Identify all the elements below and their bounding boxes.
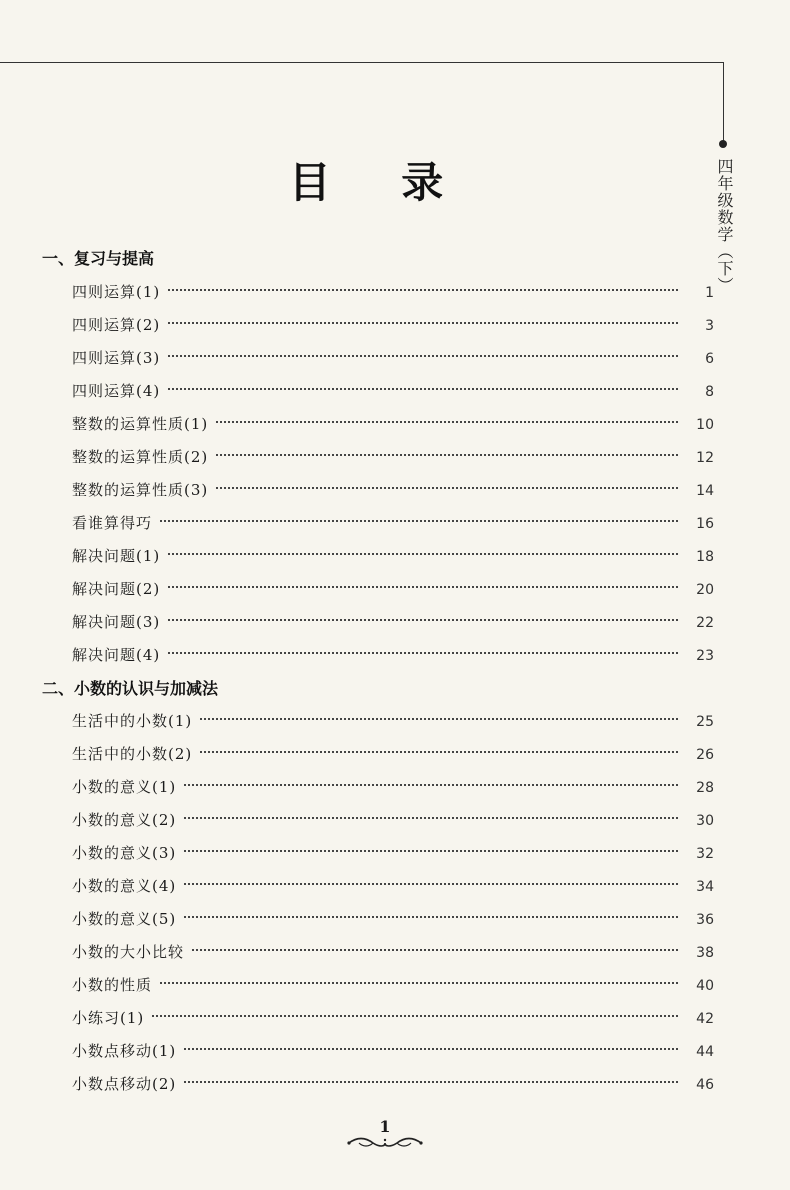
toc-entry-page: 40	[696, 978, 714, 994]
toc-section-heading: 二、小数的认识与加减法	[42, 679, 219, 698]
page-number: 1	[379, 1117, 391, 1136]
spine-label: 四年级数学（下）	[715, 158, 734, 294]
toc-entry-page: 36	[696, 912, 714, 928]
toc-entry[interactable]	[72, 610, 714, 634]
toc-entry[interactable]	[72, 709, 714, 733]
toc-entry-page: 10	[696, 417, 714, 433]
leader-dots	[168, 619, 678, 621]
toc-entry-page: 46	[696, 1077, 714, 1093]
leader-dots	[200, 718, 678, 720]
toc-entry-page: 25	[696, 714, 714, 730]
toc-entry[interactable]	[72, 511, 714, 535]
toc-entry[interactable]	[72, 973, 714, 997]
toc-entry-page: 18	[696, 549, 714, 565]
toc-entry-page: 30	[696, 813, 714, 829]
leader-dots	[184, 916, 678, 918]
toc-entry-label: 小数的意义(2)	[72, 811, 177, 829]
toc-entry-label: 四则运算(1)	[72, 283, 161, 301]
toc-entry[interactable]	[72, 841, 714, 865]
toc-entry-page: 20	[696, 582, 714, 598]
leader-dots	[168, 388, 678, 390]
leader-dots	[184, 1048, 678, 1050]
toc-entry-page: 3	[705, 318, 714, 334]
toc-entry-label: 整数的运算性质(1)	[72, 415, 209, 433]
leader-dots	[160, 520, 678, 522]
toc-entry-label: 小练习(1)	[72, 1009, 145, 1027]
toc-entry-label: 生活中的小数(2)	[72, 745, 193, 763]
toc-entry[interactable]	[72, 808, 714, 832]
toc-entry-page: 23	[696, 648, 714, 664]
page-footer	[335, 1118, 435, 1150]
leader-dots	[184, 1081, 678, 1083]
toc-entry[interactable]	[72, 346, 714, 370]
leader-dots	[192, 949, 678, 951]
toc-entry-label: 小数点移动(1)	[72, 1042, 177, 1060]
toc-entry-label: 小数的性质	[72, 976, 153, 994]
toc-entry-label: 整数的运算性质(3)	[72, 481, 209, 499]
toc-entry-page: 8	[705, 384, 714, 400]
toc-entry[interactable]	[72, 1072, 714, 1096]
leader-dots	[184, 784, 678, 786]
toc-entry-page: 38	[696, 945, 714, 961]
toc-entry-page: 1	[705, 285, 714, 301]
toc-entry-page: 6	[705, 351, 714, 367]
toc-entry-page: 16	[696, 516, 714, 532]
leader-dots	[216, 421, 678, 423]
toc-entry[interactable]	[72, 379, 714, 403]
toc-entry[interactable]	[72, 643, 714, 667]
leader-dots	[184, 883, 678, 885]
leader-dots	[168, 289, 678, 291]
toc-entry-label: 解决问题(4)	[72, 646, 161, 664]
leader-dots	[216, 454, 678, 456]
toc-entry[interactable]	[72, 577, 714, 601]
leader-dots	[168, 652, 678, 654]
ornament-flourish-icon	[345, 1136, 425, 1150]
toc-entry-page: 22	[696, 615, 714, 631]
toc-entry-page: 34	[696, 879, 714, 895]
leader-dots	[184, 817, 678, 819]
toc-entry-page: 26	[696, 747, 714, 763]
leader-dots	[152, 1015, 678, 1017]
toc-entry[interactable]	[72, 742, 714, 766]
toc-entry-label: 解决问题(3)	[72, 613, 161, 631]
toc-entry[interactable]	[72, 1006, 714, 1030]
toc-entry-page: 12	[696, 450, 714, 466]
toc-entry-label: 解决问题(2)	[72, 580, 161, 598]
toc-entry-page: 42	[696, 1011, 714, 1027]
toc-entry-label: 解决问题(1)	[72, 547, 161, 565]
toc-entry-label: 整数的运算性质(2)	[72, 448, 209, 466]
toc-entry[interactable]	[72, 874, 714, 898]
toc-entry-label: 生活中的小数(1)	[72, 712, 193, 730]
leader-dots	[168, 553, 678, 555]
toc-entry-page: 44	[696, 1044, 714, 1060]
toc-section-heading: 一、复习与提高	[42, 249, 155, 268]
toc-entry[interactable]	[72, 412, 714, 436]
toc-entry-label: 小数的大小比较	[72, 943, 185, 961]
leader-dots	[160, 982, 678, 984]
toc-entry[interactable]	[72, 907, 714, 931]
toc-entry-label: 看谁算得巧	[72, 514, 153, 532]
toc-entry[interactable]	[72, 544, 714, 568]
leader-dots	[168, 355, 678, 357]
toc-entry-page: 28	[696, 780, 714, 796]
leader-dots	[168, 586, 678, 588]
toc-entry[interactable]	[72, 280, 714, 304]
toc-entry[interactable]	[72, 445, 714, 469]
leader-dots	[200, 751, 678, 753]
toc-entry[interactable]	[72, 940, 714, 964]
toc-entry[interactable]	[72, 1039, 714, 1063]
toc-entry-label: 四则运算(3)	[72, 349, 161, 367]
leader-dots	[216, 487, 678, 489]
leader-dots	[184, 850, 678, 852]
toc-entry-page: 32	[696, 846, 714, 862]
toc-entry-label: 小数点移动(2)	[72, 1075, 177, 1093]
toc-entry-label: 小数的意义(5)	[72, 910, 177, 928]
toc-entry[interactable]	[72, 775, 714, 799]
toc-entry-label: 小数的意义(4)	[72, 877, 177, 895]
toc-entry[interactable]	[72, 478, 714, 502]
toc-entry[interactable]	[72, 313, 714, 337]
toc-entry-page: 14	[696, 483, 714, 499]
toc-entry-label: 四则运算(4)	[72, 382, 161, 400]
toc-entry-label: 小数的意义(1)	[72, 778, 177, 796]
toc-entry-label: 四则运算(2)	[72, 316, 161, 334]
toc-entry-label: 小数的意义(3)	[72, 844, 177, 862]
leader-dots	[168, 322, 678, 324]
page-title: 目 录	[288, 158, 472, 207]
